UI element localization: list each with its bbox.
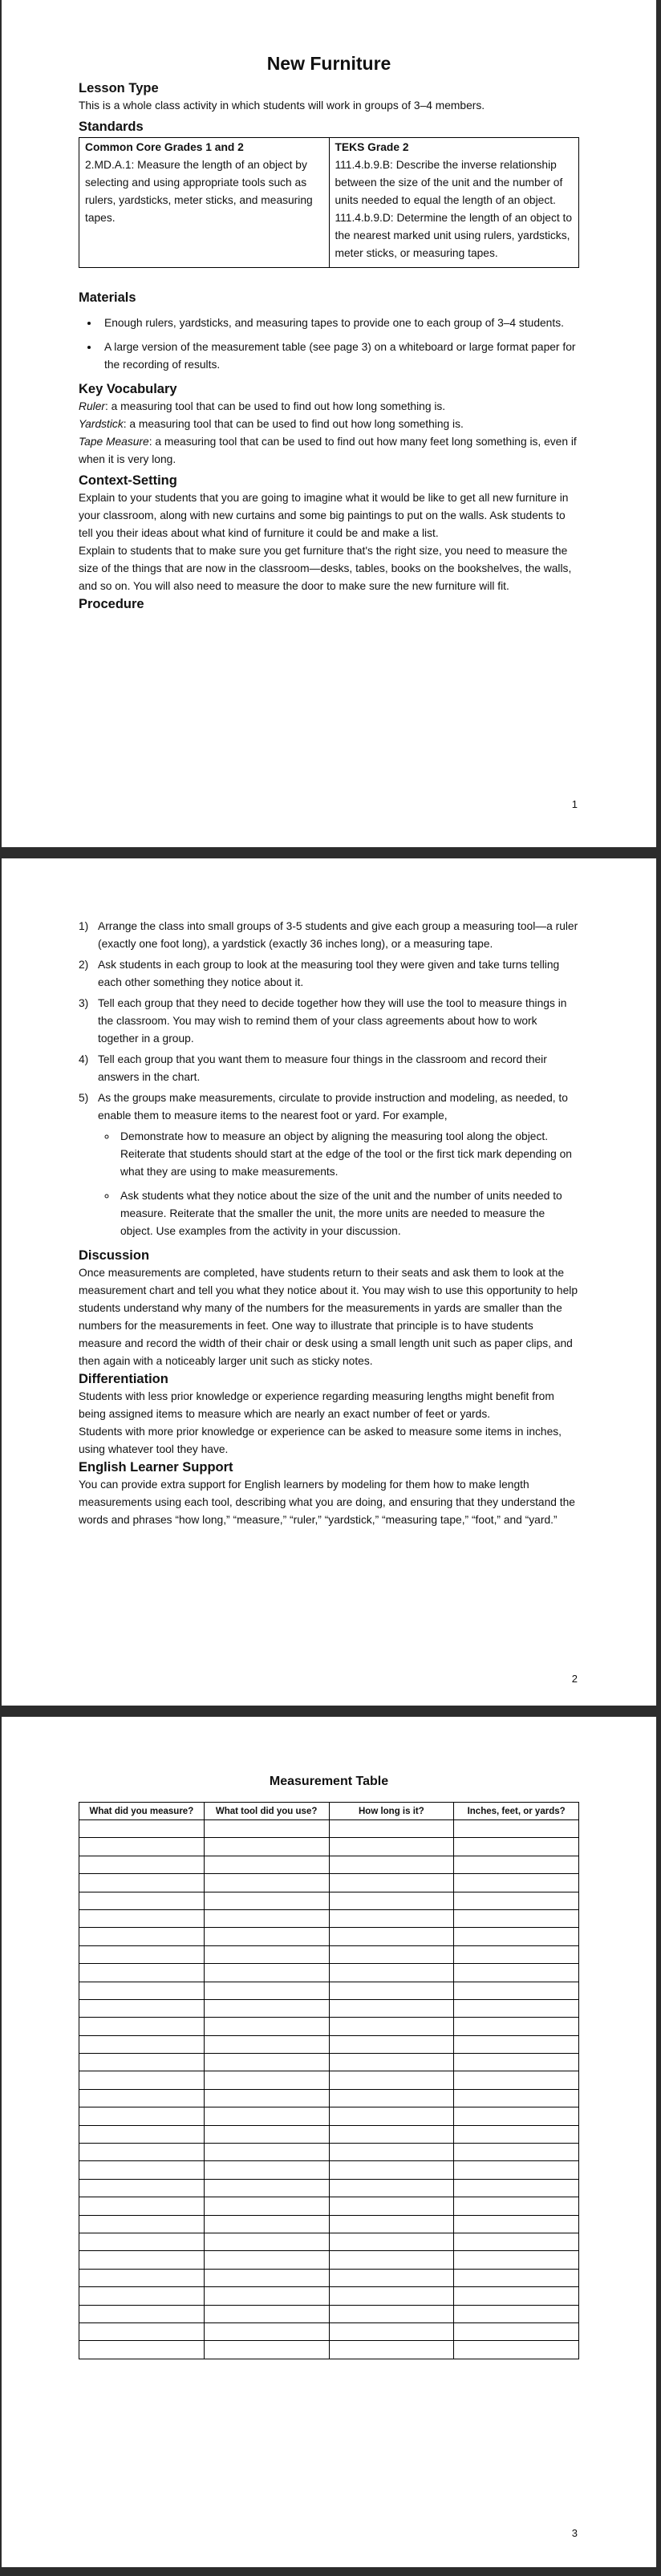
table-cell	[329, 2251, 454, 2269]
step-5-sublist	[98, 1128, 579, 1240]
table-cell	[329, 1909, 454, 1927]
table-row	[79, 1945, 579, 1963]
table-cell	[79, 2269, 205, 2286]
differentiation-paragraph: Students with less prior knowledge or experience regarding measuring lengths might benefit from being assigned items to measure which are nearly an exact number of feet or yards.	[79, 1390, 554, 1420]
table-cell	[454, 2269, 579, 2286]
english-learner-support-text: You can provide extra support for English learners by modeling for them how to make length measurements using each tool, describing what you are doing, and ensuring that they understand the words and phrases “how long,” “measure,” “ruler,” “yardstick,” “measuring tape,” “foot,” and “yard.”	[79, 1479, 575, 1526]
vocabulary-definition: : a measuring tool that can be used to find out how long something is.	[104, 400, 446, 412]
step-text: Ask students in each group to look at the measuring tool they were given and take turns telling each other something they notice about it.	[98, 959, 560, 988]
table-cell	[79, 2144, 205, 2161]
step-5-bullet: ◦ Demonstrate how to measure an object by aligning the measuring tool along the object. Reiterate that students should start at the edge of the tool or the first tick mark depending on what they are using to make measurements.	[117, 1128, 579, 1181]
english-learner-support-heading: English Learner Support	[79, 1460, 233, 1475]
measurement-table	[79, 1802, 579, 2359]
table-cell	[204, 2054, 329, 2071]
procedure-step	[79, 956, 579, 992]
table-cell	[454, 2089, 579, 2107]
table-cell	[79, 2125, 205, 2143]
table-cell	[79, 2322, 205, 2340]
standards-common-core-line: 2.MD.A.1: Measure the length of an object by selecting and using appropriate tools such as rulers, yardsticks, meter sticks, and measuring tapes.	[85, 159, 313, 224]
measurement-table-title: Measurement Table	[269, 1775, 389, 1788]
page-1-content	[79, 53, 579, 613]
table-cell	[79, 2287, 205, 2305]
table-cell	[79, 2233, 205, 2250]
table-row	[79, 2341, 579, 2359]
table-cell	[204, 2322, 329, 2340]
table-cell	[454, 2054, 579, 2071]
step-text: As the groups make measurements, circulate to provide instruction and modeling, as needed, to enable them to measure items to the nearest foot or yard. For example,	[98, 1092, 568, 1122]
table-cell	[329, 2233, 454, 2250]
table-cell	[204, 2035, 329, 2053]
table-cell	[204, 2305, 329, 2322]
table-row	[79, 2287, 579, 2305]
table-cell	[454, 2018, 579, 2035]
page-1	[2, 0, 656, 847]
table-cell	[204, 1928, 329, 1945]
table-row	[79, 2071, 579, 2089]
table-row	[79, 2251, 579, 2269]
table-cell	[79, 2305, 205, 2322]
table-cell	[329, 2287, 454, 2305]
table-row	[79, 1982, 579, 1999]
table-cell	[329, 2071, 454, 2089]
table-cell	[454, 1945, 579, 1963]
discussion-heading: Discussion	[79, 1248, 150, 1263]
table-cell	[454, 1820, 579, 1838]
table-cell	[79, 1964, 205, 1982]
table-cell	[79, 2089, 205, 2107]
table-cell	[79, 2071, 205, 2089]
table-cell	[204, 2144, 329, 2161]
table-cell	[454, 1874, 579, 1892]
table-cell	[454, 2035, 579, 2053]
table-cell	[454, 1856, 579, 1873]
table-row	[79, 1909, 579, 1927]
table-cell	[329, 2144, 454, 2161]
table-cell	[329, 2161, 454, 2179]
table-cell	[329, 1892, 454, 1909]
lesson-type-heading: Lesson Type	[79, 81, 159, 95]
table-row	[79, 2305, 579, 2322]
table-cell	[329, 2179, 454, 2197]
table-cell	[204, 1874, 329, 1892]
materials-list	[79, 314, 579, 374]
table-cell	[204, 2341, 329, 2359]
measurement-table-body	[79, 1820, 579, 2359]
table-row	[79, 2125, 579, 2143]
table-cell	[329, 1856, 454, 1873]
table-cell	[79, 1999, 205, 2017]
table-row	[79, 2107, 579, 2125]
table-cell	[454, 2125, 579, 2143]
table-cell	[79, 1945, 205, 1963]
procedure-step	[79, 995, 579, 1048]
table-cell	[454, 2233, 579, 2250]
table-cell	[79, 2035, 205, 2053]
table-cell	[204, 1964, 329, 1982]
procedure-heading: Procedure	[79, 597, 144, 611]
vocabulary-item	[79, 433, 579, 469]
page-3-content	[79, 1775, 579, 2359]
table-row	[79, 1964, 579, 1982]
context-paragraph: Explain to your students that you are going to imagine what it would be like to get all new furniture in your classroom, along with new curtains and some big paintings to put on the walls. Ask students to tell you their ideas about what kind of furniture it could be and make a list.	[79, 492, 569, 539]
table-row	[79, 2269, 579, 2286]
table-cell	[204, 2233, 329, 2250]
page-number: 3	[571, 2527, 578, 2539]
document-title: New Furniture	[266, 53, 391, 74]
table-cell	[204, 2269, 329, 2286]
table-cell	[454, 2144, 579, 2161]
table-row	[79, 2161, 579, 2179]
table-cell	[329, 2054, 454, 2071]
table-cell	[204, 2215, 329, 2233]
table-cell	[329, 1928, 454, 1945]
table-row	[79, 2089, 579, 2107]
step-text: Tell each group that you want them to measure four things in the classroom and record their answers in the chart.	[98, 1053, 547, 1083]
standards-common-core-header: Common Core Grades 1 and 2	[85, 141, 244, 153]
table-row	[79, 1928, 579, 1945]
table-cell	[454, 2179, 579, 2197]
table-cell	[204, 1999, 329, 2017]
page-3	[2, 1717, 656, 2567]
table-cell	[79, 1892, 205, 1909]
table-cell	[79, 1909, 205, 1927]
context-setting-heading: Context-Setting	[79, 473, 177, 488]
page-number: 2	[571, 1673, 578, 1685]
table-cell	[204, 2161, 329, 2179]
table-cell	[454, 2197, 579, 2215]
table-cell	[204, 1856, 329, 1873]
table-cell	[79, 1820, 205, 1838]
table-row	[79, 1820, 579, 1838]
standards-teks-line: 111.4.b.9.B: Describe the inverse relationship between the size of the unit and the number of units needed to equal the length of an object.	[335, 159, 563, 206]
column-header: What tool did you use?	[204, 1803, 329, 1820]
table-cell	[79, 1928, 205, 1945]
table-cell	[204, 1820, 329, 1838]
procedure-step	[79, 1051, 579, 1086]
procedure-step	[79, 1089, 579, 1240]
table-row	[79, 1838, 579, 1856]
table-cell	[204, 1892, 329, 1909]
procedure-step	[79, 918, 579, 953]
table-cell	[204, 2089, 329, 2107]
table-cell	[204, 2125, 329, 2143]
materials-item: • Enough rulers, yardsticks, and measuring tapes to provide one to each group of 3–4 students.	[99, 314, 579, 332]
table-cell	[329, 1999, 454, 2017]
vocabulary-term: Tape Measure	[79, 436, 149, 448]
table-row	[79, 2215, 579, 2233]
table-cell	[329, 1964, 454, 1982]
table-cell	[79, 2251, 205, 2269]
column-header: Inches, feet, or yards?	[454, 1803, 579, 1820]
table-cell	[454, 1982, 579, 1999]
table-cell	[454, 1909, 579, 1927]
context-paragraph: Explain to students that to make sure you get furniture that's the right size, you need to measure the size of the things that are now in the classroom—desks, tables, books on the bookshelves, the walls, and so on. You will also need to measure the door to make sure the new furniture will fit.	[79, 545, 572, 592]
table-cell	[204, 2107, 329, 2125]
standards-cell-teks	[329, 138, 579, 268]
table-cell	[329, 1838, 454, 1856]
vocabulary-definition: : a measuring tool that can be used to find out how many feet long something is, even if when it is very long.	[79, 436, 577, 465]
table-cell	[329, 1982, 454, 1999]
standards-teks-line: 111.4.b.9.D: Determine the length of an object to the nearest marked unit using rulers, yardsticks, meter sticks, or measuring tapes.	[335, 212, 573, 259]
table-cell	[79, 2341, 205, 2359]
page-number: 1	[571, 798, 578, 810]
table-cell	[454, 2251, 579, 2269]
table-row	[79, 1874, 579, 1892]
table-cell	[329, 1945, 454, 1963]
table-cell	[329, 2107, 454, 2125]
table-cell	[454, 1928, 579, 1945]
table-cell	[204, 2018, 329, 2035]
column-header: How long is it?	[329, 1803, 454, 1820]
table-cell	[79, 2179, 205, 2197]
table-cell	[204, 2287, 329, 2305]
table-cell	[329, 2197, 454, 2215]
table-cell	[454, 2341, 579, 2359]
table-cell	[204, 2071, 329, 2089]
step-5-bullet: ◦ Ask students what they notice about the size of the unit and the number of units needed to measure. Reiterate that the smaller the unit, the more units are needed to measure the object. Use examples from the activity in your discussion.	[117, 1187, 579, 1240]
differentiation-heading: Differentiation	[79, 1372, 168, 1386]
vocabulary-item	[79, 398, 579, 416]
vocabulary-term: Ruler	[79, 400, 105, 412]
standards-heading: Standards	[79, 120, 144, 134]
table-cell	[329, 1874, 454, 1892]
table-cell	[454, 2287, 579, 2305]
page-2	[2, 858, 656, 1706]
vocabulary-item	[79, 416, 579, 433]
standards-cell-common-core	[79, 138, 330, 268]
table-cell	[79, 2197, 205, 2215]
table-cell	[454, 1999, 579, 2017]
column-header: What did you measure?	[79, 1803, 205, 1820]
table-cell	[79, 1856, 205, 1873]
table-cell	[454, 2161, 579, 2179]
table-row	[79, 2197, 579, 2215]
page-2-content	[79, 918, 579, 1529]
discussion-text: Once measurements are completed, have students return to their seats and ask them to look at the measurement chart and tell you what they notice about it. You may wish to use this opportunity to help students understand why many of the numbers for the measurements in yards are smaller than the numbers for the measurements in feet. One way to illustrate that principle is to have students measure and record the width of their chair or desk using a small length unit such as paper clips, and then again with a noticeably larger unit such as sticky notes.	[79, 1267, 578, 1367]
lesson-type-text: This is a whole class activity in which students will work in groups of 3–4 members.	[79, 99, 485, 112]
table-cell	[454, 1892, 579, 1909]
step-number: 2)	[79, 959, 89, 971]
table-cell	[204, 2197, 329, 2215]
table-cell	[79, 2054, 205, 2071]
vocabulary-term: Yardstick	[79, 418, 124, 430]
table-row	[79, 2179, 579, 2197]
table-cell	[329, 2322, 454, 2340]
table-cell	[79, 2215, 205, 2233]
step-number: 3)	[79, 997, 89, 1009]
table-cell	[79, 2107, 205, 2125]
step-number: 4)	[79, 1053, 89, 1065]
table-row	[79, 2054, 579, 2071]
table-cell	[204, 2179, 329, 2197]
table-cell	[204, 1982, 329, 1999]
table-row	[79, 1856, 579, 1873]
table-cell	[454, 2107, 579, 2125]
step-text: Tell each group that they need to decide together how they will use the tool to measure things in the classroom. You may wish to remind them of your class agreements about how to work together in a group.	[98, 997, 567, 1045]
table-row	[79, 2018, 579, 2035]
table-cell	[454, 2215, 579, 2233]
materials-heading: Materials	[79, 290, 136, 305]
table-row	[79, 2233, 579, 2250]
table-cell	[454, 2322, 579, 2340]
step-number: 1)	[79, 920, 89, 932]
table-cell	[329, 2341, 454, 2359]
table-cell	[204, 2251, 329, 2269]
table-cell	[329, 2089, 454, 2107]
table-cell	[329, 2269, 454, 2286]
table-cell	[79, 1874, 205, 1892]
table-cell	[329, 1820, 454, 1838]
procedure-steps	[79, 918, 579, 1240]
table-cell	[329, 2035, 454, 2053]
table-row	[79, 1999, 579, 2017]
table-cell	[204, 1909, 329, 1927]
table-cell	[79, 2161, 205, 2179]
differentiation-paragraph: Students with more prior knowledge or experience can be asked to measure some items in inches, using whatever tool they have.	[79, 1426, 562, 1455]
table-cell	[204, 1838, 329, 1856]
table-cell	[454, 2305, 579, 2322]
table-cell	[204, 1945, 329, 1963]
vocabulary-heading: Key Vocabulary	[79, 382, 177, 396]
table-cell	[329, 2305, 454, 2322]
table-cell	[79, 2018, 205, 2035]
table-cell	[79, 1982, 205, 1999]
materials-item: • A large version of the measurement table (see page 3) on a whiteboard or large format paper for the recording of results.	[99, 339, 579, 374]
table-cell	[79, 1838, 205, 1856]
table-cell	[329, 2018, 454, 2035]
table-cell	[454, 1838, 579, 1856]
step-text: Arrange the class into small groups of 3-5 students and give each group a measuring tool—a ruler (exactly one foot long), a yardstick (exactly 36 inches long), or a measuring tape.	[98, 920, 578, 950]
table-cell	[329, 2125, 454, 2143]
table-cell	[329, 2215, 454, 2233]
standards-table	[79, 137, 579, 268]
table-row	[79, 2035, 579, 2053]
table-cell	[454, 2071, 579, 2089]
table-cell	[454, 1964, 579, 1982]
table-row	[79, 2322, 579, 2340]
standards-teks-header: TEKS Grade 2	[335, 141, 409, 153]
vocabulary-definition: : a measuring tool that can be used to find out how long something is.	[123, 418, 464, 430]
table-row	[79, 1892, 579, 1909]
measurement-table-header-row	[79, 1803, 579, 1820]
step-number: 5)	[79, 1092, 89, 1104]
table-row	[79, 2144, 579, 2161]
